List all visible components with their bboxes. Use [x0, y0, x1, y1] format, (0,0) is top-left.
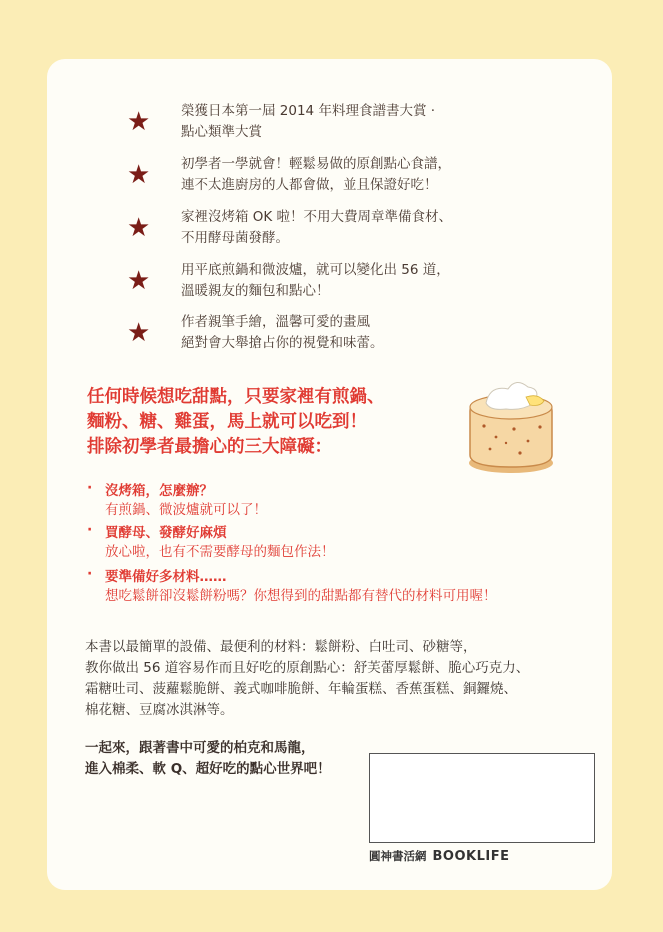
bullet-icon: · [87, 480, 93, 496]
headline-line: 任何時候想吃甜點，只要家裡有煎鍋、 [87, 387, 385, 407]
headline-line: 排除初學者最擔心的三大障礙： [87, 437, 332, 457]
closing-line: 一起來，跟著書中可愛的柏克和馬龍， [85, 740, 315, 756]
obstacle-body: 想吃鬆餅卻沒鬆餅粉嗎？你想得到的甜點都有替代的材料可用喔！ [105, 588, 497, 604]
closing-text [85, 738, 375, 780]
publisher-brand: BOOKLIFE [432, 849, 510, 864]
feature-line: 初學者一學就會！輕鬆易做的原創點心食譜， [181, 156, 451, 172]
feature-item [47, 156, 612, 204]
bullet-icon: · [87, 566, 93, 582]
publisher-logo [369, 848, 509, 864]
feature-line: 不用酵母菌發酵。 [181, 230, 289, 246]
scone-cake-illustration [456, 371, 566, 481]
feature-line: 榮獲日本第一屆 2014 年料理食譜書大賞 · [181, 103, 436, 119]
headline-line: 麵粉、糖、雞蛋，馬上就可以吃到！ [87, 412, 367, 432]
headline [87, 385, 447, 460]
obstacle-title: 買酵母、發酵好麻煩 [105, 525, 227, 541]
obstacle-title: 要準備好多材料…… [105, 569, 227, 585]
barcode-box [369, 753, 595, 843]
feature-item [47, 209, 612, 257]
description-line: 霜糖吐司、菠蘿鬆脆餅、義式咖啡脆餅、年輪蛋糕、香蕉蛋糕、銅鑼燒、 [85, 681, 517, 697]
feature-line: 溫暖親友的麵包和點心！ [181, 283, 330, 299]
obstacle-body: 放心啦，也有不需要酵母的麵包作法！ [105, 544, 335, 560]
feature-item [47, 314, 612, 362]
book-description [85, 637, 605, 721]
star-icon: ★ [127, 213, 151, 243]
publisher-name: 圓神書活網 [369, 849, 427, 863]
star-icon: ★ [127, 266, 151, 296]
obstacle-title: 沒烤箱，怎麼辦？ [105, 483, 213, 499]
feature-item [47, 262, 612, 310]
feature-line: 用平底煎鍋和微波爐，就可以變化出 56 道， [181, 262, 450, 278]
bullet-icon: · [87, 522, 93, 538]
description-line: 教你做出 56 道容易作而且好吃的原創點心：舒芙蕾厚鬆餅、脆心巧克力、 [85, 660, 530, 676]
feature-line: 作者親筆手繪，溫馨可愛的畫風 [181, 314, 370, 330]
feature-line: 點心類準大賞 [181, 124, 262, 140]
star-icon: ★ [127, 107, 151, 137]
obstacle-body: 有煎鍋、微波爐就可以了！ [105, 502, 267, 518]
feature-item [47, 103, 612, 151]
description-line: 棉花糖、豆腐冰淇淋等。 [85, 702, 234, 718]
star-icon: ★ [127, 160, 151, 190]
closing-line: 進入棉柔、軟 Q、超好吃的點心世界吧！ [85, 761, 331, 777]
star-icon: ★ [127, 318, 151, 348]
description-line: 本書以最簡單的設備、最便利的材料：鬆餅粉、白吐司、砂糖等， [85, 639, 477, 655]
back-cover-card [47, 59, 612, 890]
feature-line: 連不太進廚房的人都會做，並且保證好吃！ [181, 177, 438, 193]
feature-line: 絕對會大舉搶占你的視覺和味蕾。 [181, 335, 384, 351]
feature-line: 家裡沒烤箱 OK 啦！不用大費周章準備食材、 [181, 209, 453, 225]
